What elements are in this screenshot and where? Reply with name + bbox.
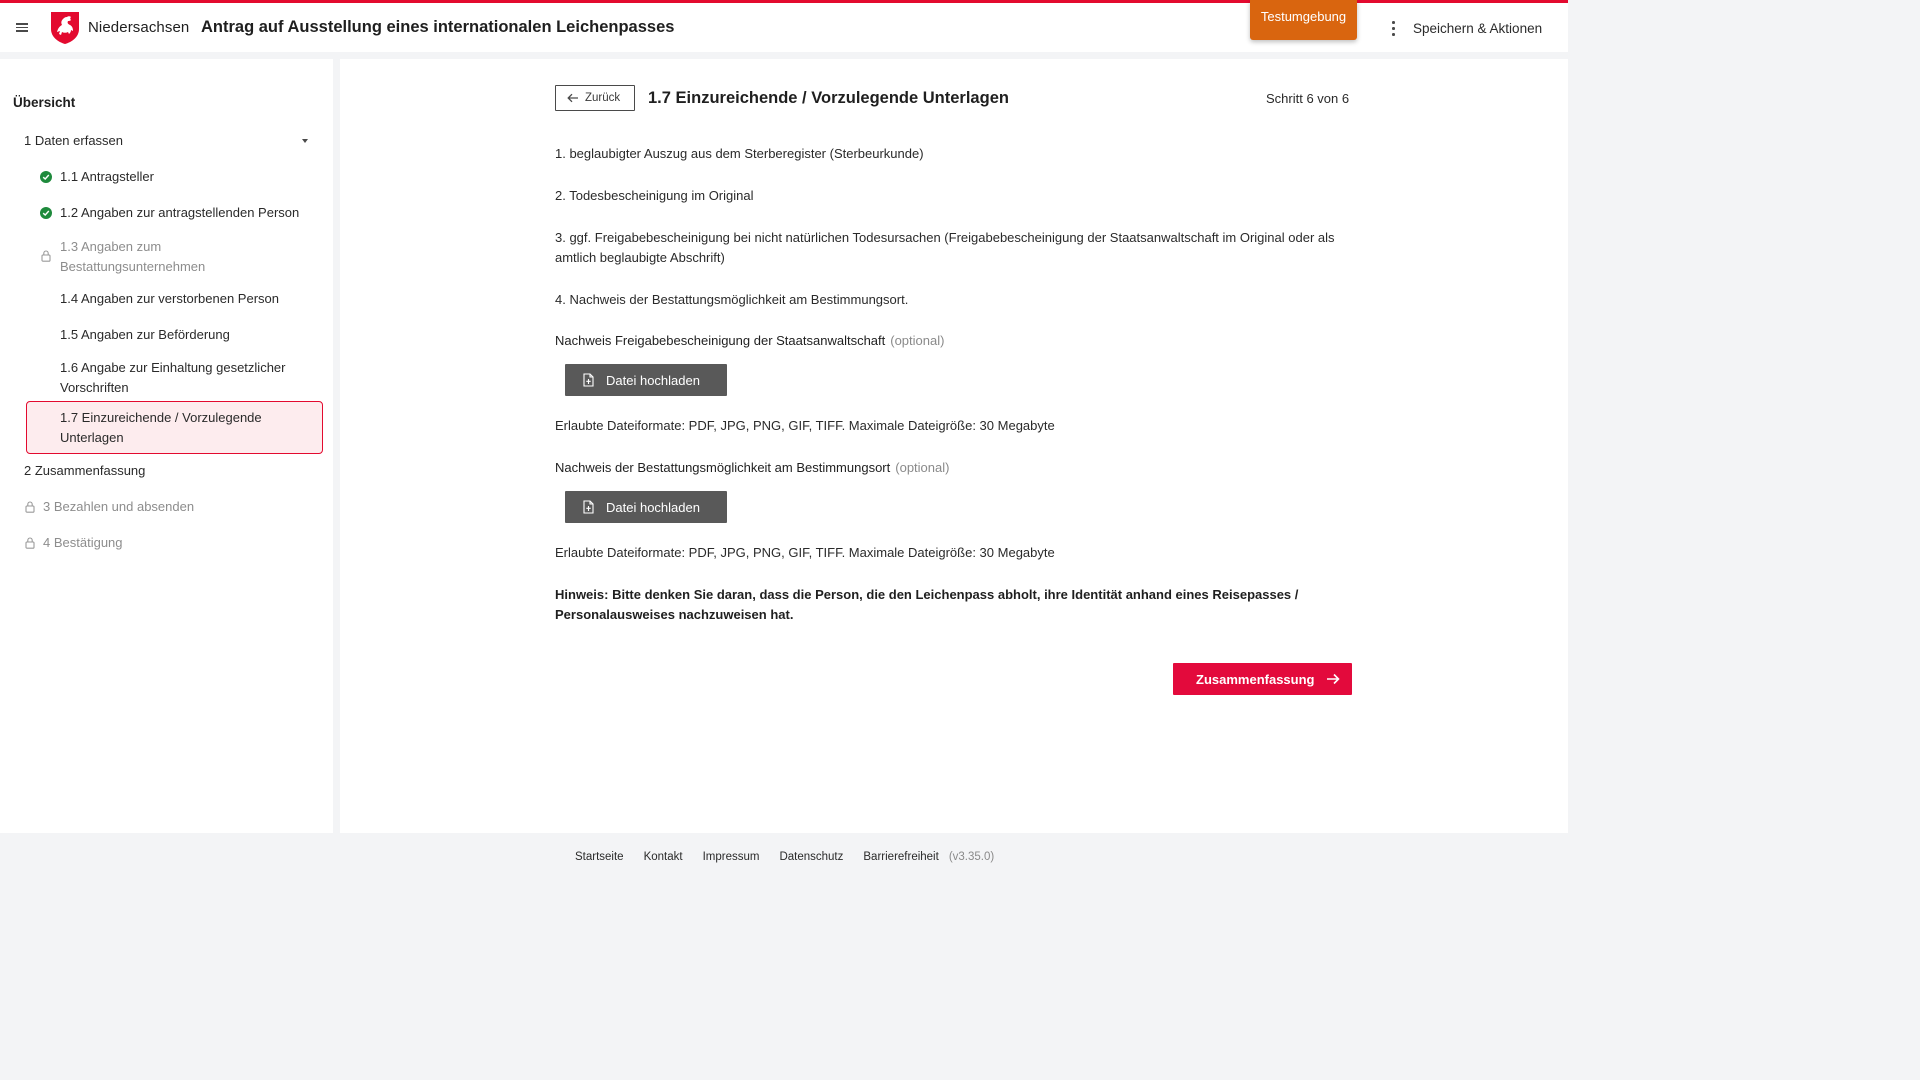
sidebar-item-label: 1.3 Angaben zum — [60, 239, 162, 254]
sidebar-title: Übersicht — [13, 95, 76, 110]
allowed-formats-text: Erlaubte Dateiformate: PDF, JPG, PNG, GIF, TIFF. Maximale Dateigröße: 30 Megabyte — [555, 418, 1055, 433]
upload-label-freigabebescheinigung — [555, 333, 944, 348]
lock-icon — [25, 501, 35, 513]
document-item: 1. beglaubigter Auszug aus dem Sterberegister (Sterbeurkunde) — [555, 146, 924, 161]
footer-link-kontakt[interactable]: Kontakt — [643, 851, 683, 863]
check-circle-icon — [40, 207, 52, 219]
identity-hint: Hinweis: Bitte denken Sie daran, dass die Person, die den Leichenpass abholt, ihre Identität anhand eines Reisepasses / Personalausweises nachzuweisen hat. — [555, 587, 1299, 622]
check-circle-icon — [40, 171, 52, 183]
sidebar-item-antragsteller[interactable]: 1.1 Antragsteller — [60, 169, 154, 184]
footer-link-impressum[interactable]: Impressum — [702, 851, 760, 863]
document-item: 4. Nachweis der Bestattungsmöglichkeit am Bestimmungsort. — [555, 292, 909, 307]
sidebar-item-befoerderung[interactable]: 1.5 Angaben zur Beförderung — [60, 327, 230, 342]
sidebar-section-bezahlen: 3 Bezahlen und absenden — [43, 499, 195, 514]
sidebar-item-label: Vorschriften — [60, 379, 129, 395]
more-vertical-icon — [1386, 19, 1400, 37]
upload-button-label: Datei hochladen — [606, 372, 700, 388]
footer-link-barrierefreiheit[interactable]: Barrierefreiheit — [863, 851, 939, 863]
file-upload-icon — [583, 373, 594, 387]
brand-name: Niedersachsen — [88, 19, 190, 36]
save-actions-label: Speichern & Aktionen — [1413, 20, 1543, 36]
step-counter: Schritt 6 von 6 — [1266, 91, 1350, 106]
upload-label-text: Nachweis der Bestattungsmöglichkeit am Bestimmungsort — [555, 460, 891, 475]
optional-marker: (optional) — [890, 333, 945, 348]
test-environment-badge: Testumgebung — [1250, 0, 1357, 40]
footer-link-startseite[interactable]: Startseite — [575, 851, 624, 863]
niedersachsen-coat-of-arms-logo — [50, 11, 80, 45]
lock-icon — [25, 537, 35, 549]
sidebar-item-bestattungsunternehmen — [60, 237, 205, 276]
sidebar-section-zusammenfassung[interactable]: 2 Zusammenfassung — [24, 463, 146, 478]
sidebar-item-label: Unterlagen — [60, 429, 124, 445]
step-title: 1.7 Einzureichende / Vorzulegende Unterlagen — [648, 89, 1009, 107]
document-item: 2. Todesbescheinigung im Original — [555, 188, 754, 203]
arrow-right-icon — [1326, 673, 1340, 685]
upload-freigabebescheinigung-button[interactable] — [565, 364, 727, 396]
document-item: 3. ggf. Freigabebescheinigung bei nicht natürlichen Todesursachen (Freigabebescheinigung der Staatsanwaltschaft im Original oder als amtlich beglaubigte Abschrift) — [555, 230, 1335, 265]
arrow-left-icon — [567, 93, 579, 103]
allowed-formats-text: Erlaubte Dateiformate: PDF, JPG, PNG, GIF, TIFF. Maximale Dateigröße: 30 Megabyte — [555, 545, 1055, 560]
main-content — [340, 59, 1568, 833]
upload-button-label: Datei hochladen — [606, 499, 700, 515]
sidebar-item-unterlagen[interactable] — [60, 408, 262, 447]
sidebar-section-daten-erfassen[interactable]: 1 Daten erfassen — [24, 133, 124, 148]
application-title: Antrag auf Ausstellung eines internationalen Leichenpasses — [201, 18, 675, 36]
sidebar-item-gesetzliche-vorschriften[interactable] — [60, 358, 286, 397]
file-upload-icon — [583, 500, 594, 514]
footer-link-datenschutz[interactable]: Datenschutz — [779, 851, 844, 863]
upload-bestattungsmoeglichkeit-button[interactable] — [565, 491, 727, 523]
sidebar-section-bestaetigung: 4 Bestätigung — [43, 535, 123, 550]
sidebar-overview — [0, 59, 333, 833]
next-zusammenfassung-button[interactable] — [1173, 663, 1352, 695]
hamburger-menu-icon[interactable] — [14, 18, 32, 36]
optional-marker: (optional) — [895, 460, 950, 475]
footer — [0, 833, 1568, 882]
sidebar-item-antragstellende-person[interactable]: 1.2 Angaben zur antragstellenden Person — [60, 205, 300, 220]
footer-links — [575, 851, 994, 863]
save-actions-button[interactable] — [1386, 17, 1542, 39]
sidebar-item-label: 1.7 Einzureichende / Vorzulegende — [60, 410, 262, 425]
upload-label-text: Nachweis Freigabebescheinigung der Staatsanwaltschaft — [555, 333, 886, 348]
sidebar-item-label: Bestattungsunternehmen — [60, 258, 206, 274]
upload-label-bestattungsmoeglichkeit — [555, 460, 949, 475]
sidebar-item-label: 1.6 Angabe zur Einhaltung gesetzlicher — [60, 360, 286, 375]
back-button[interactable] — [555, 85, 635, 111]
caret-down-icon[interactable] — [302, 139, 308, 143]
app-version: (v3.35.0) — [948, 851, 995, 863]
sidebar-item-verstorbene-person[interactable]: 1.4 Angaben zur verstorbenen Person — [60, 291, 279, 306]
next-button-label: Zusammenfassung — [1196, 671, 1315, 687]
lock-icon — [41, 250, 51, 262]
back-button-label: Zurück — [585, 92, 621, 104]
